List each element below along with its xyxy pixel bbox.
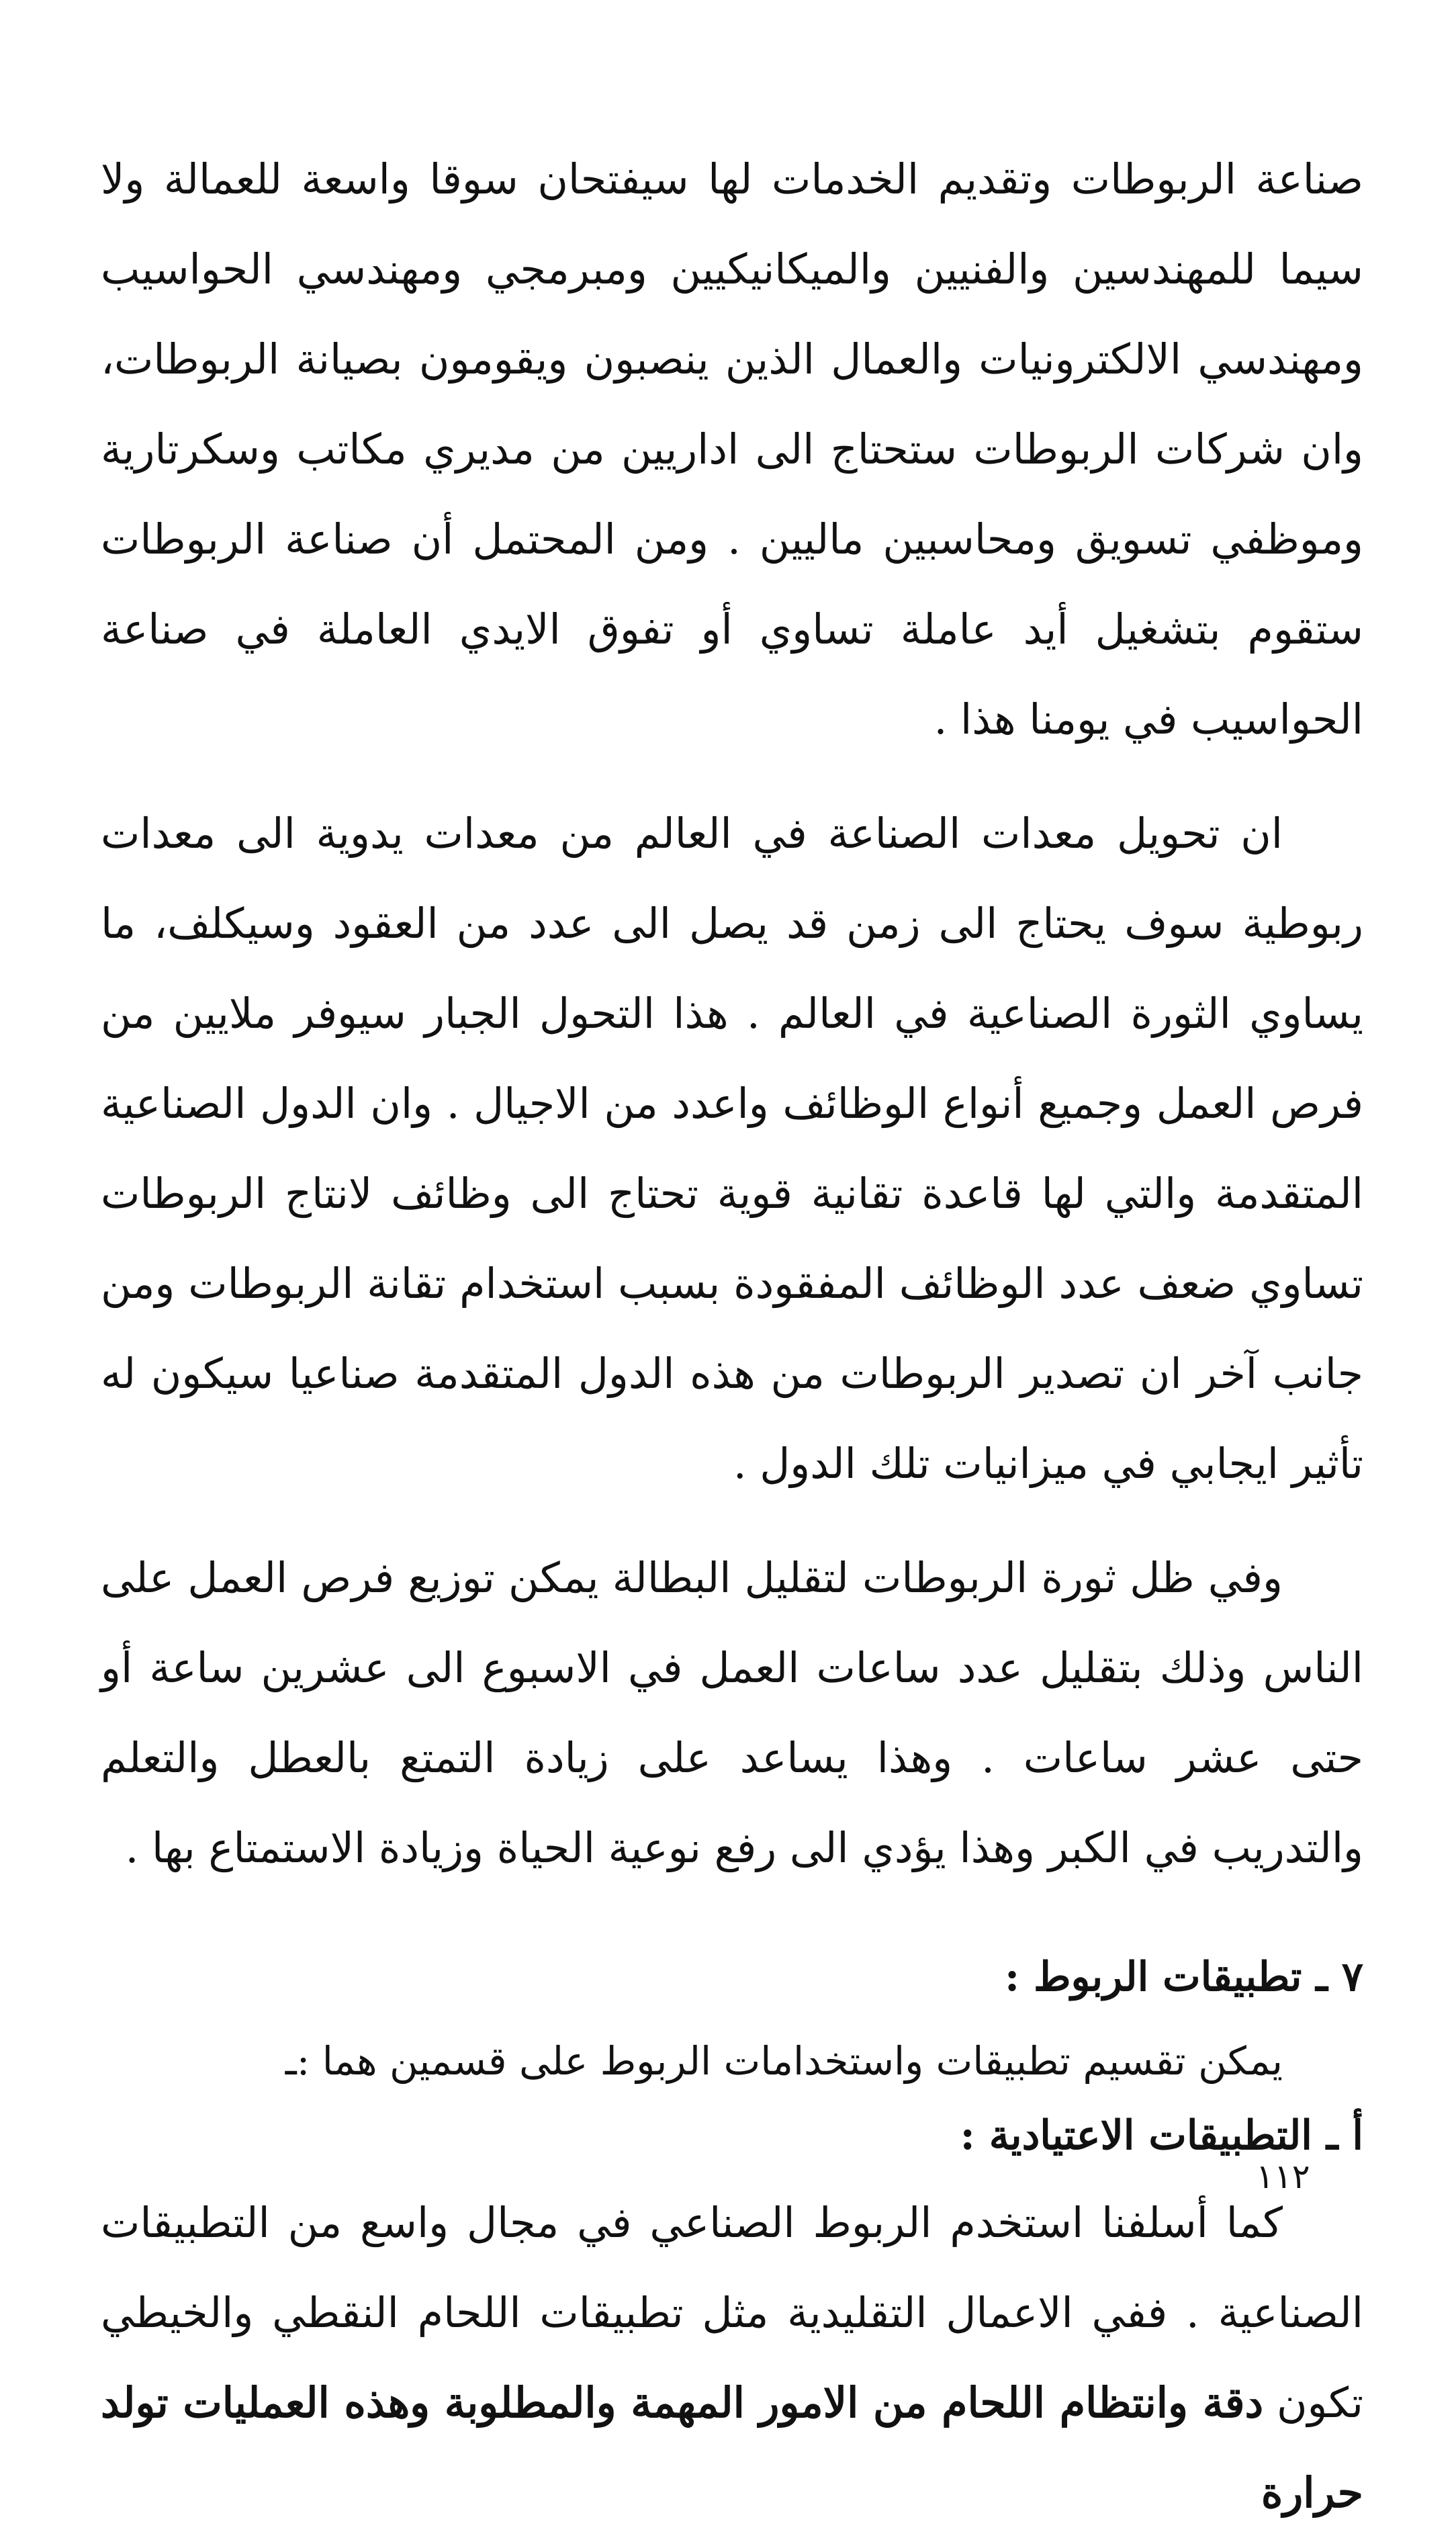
section-heading-robot-applications: ٧ ـ تطبيقات الربوط : [1004, 1954, 1363, 2001]
section-intro: يمكن تقسيم تطبيقات واستخدامات الربوط على قسمين هما :ـ [285, 2038, 1283, 2084]
paragraph-welding-text: كما أسلفنا استخدم الربوط الصناعي في مجال واسع من التطبيقات الصناعية . ففي الاعمال التقليدية مثل تطبيقات اللحام النقطي والخيطي تكون [101, 2198, 1363, 2427]
paragraph-industrial-conversion: ان تحويل معدات الصناعة في العالم من معدات يدوية الى معدات ربوطية سوف يحتاج الى زمن قد يصل الى عدد من العقود وسيكلف، ما يساوي الثورة الصناعية في العالم . هذا التحول الجبار سيوفر ملايين من فرص العمل وجميع أنواع الوظائف واعدد من الاجيال . وان الدول الصناعية المتقدمة والتي لها قاعدة تقانية قوية تحتاج الى وظائف لانتاج الربوطات تساوي ضعف عدد الوظائف المفقودة بسبب استخدام تقانة الربوطات ومن جانب آخر ان تصدير الربوطات من هذه الدول المتقدمة صناعيا سيكون له تأثير ايجابي في ميزانيات تلك الدول . [101, 809, 1363, 1488]
paragraph-welding-bold-tail: دقة وانتظام اللحام من الامور المهمة والمطلوبة وهذه العمليات تولد حرارة [101, 2378, 1363, 2517]
page-number: ١١٢ [1256, 2157, 1310, 2196]
paragraph-robot-industry-employment: صناعة الربوطات وتقديم الخدمات لها سيفتحان سوقا واسعة للعمالة ولا سيما للمهندسين والفنيين والميكانيكيين ومبرمجي ومهندسي الحواسيب ومهندسي الالكترونيات والعمال الذين ينصبون ويقومون بصيانة الربوطات، وان شركات الربوطات ستحتاج الى اداريين من مديري مكاتب وسكرتارية وموظفي تسويق ومحاسبين ماليين . ومن المحتمل أن صناعة الربوطات ستقوم بتشغيل أيد عاملة تساوي أو تفوق الايدي العاملة في صناعة الحواسيب في يومنا هذا . [101, 155, 1363, 744]
subsection-heading-conventional-applications: أ ـ التطبيقات الاعتيادية : [960, 2112, 1363, 2159]
paragraph-work-hours-reduction: وفي ظل ثورة الربوطات لتقليل البطالة يمكن توزيع فرص العمل على الناس وذلك بتقليل عدد ساعات العمل في الاسبوع الى عشرين ساعة أو حتى عشر ساعات . وهذا يساعد على زيادة التمتع بالعطل والتعلم والتدريب في الكبر وهذا يؤدي الى رفع نوعية الحياة وزيادة الاستمتاع بها . [101, 1553, 1363, 1872]
paragraph-welding-applications [101, 2178, 1363, 2538]
